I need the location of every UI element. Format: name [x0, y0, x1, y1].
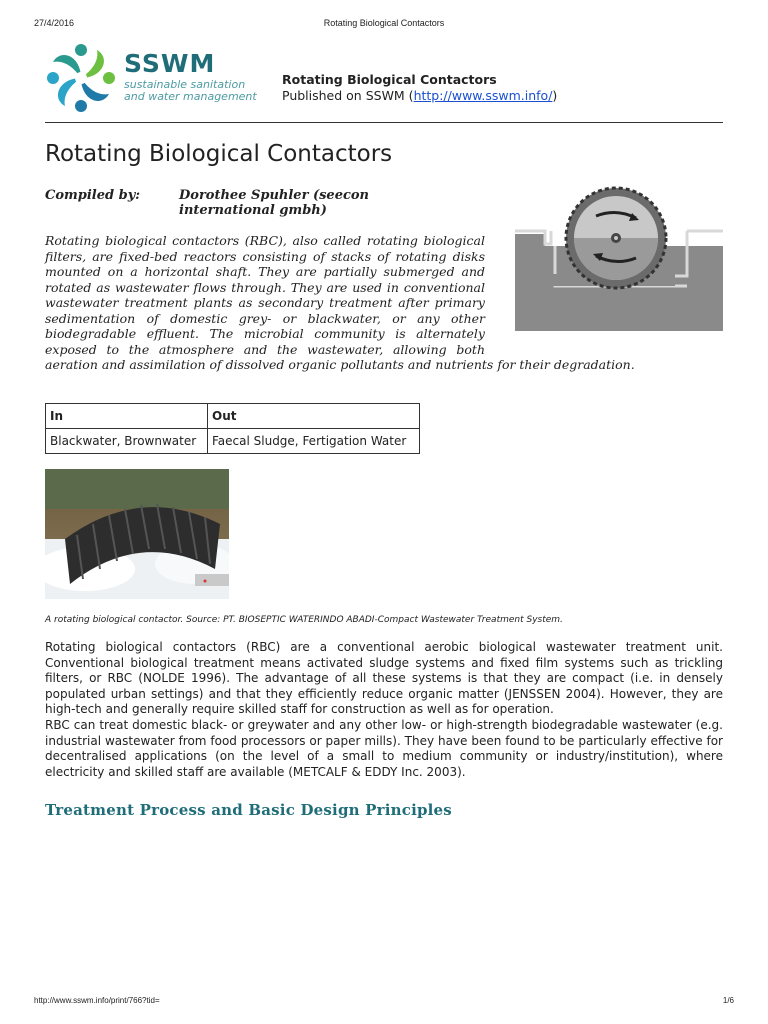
sswm-link[interactable]: http://www.sswm.info/	[413, 88, 553, 103]
logo-tagline-1: sustainable sanitation	[124, 78, 246, 91]
table-row	[46, 429, 420, 454]
print-page-number: 1/6	[722, 996, 734, 1005]
published-prefix: Published on SSWM (	[282, 88, 414, 103]
header-divider	[45, 122, 723, 123]
in-out-table	[45, 403, 420, 454]
page-title: Rotating Biological Contactors	[45, 141, 393, 167]
intro-paragraph	[45, 233, 723, 373]
logo-tagline	[124, 79, 257, 103]
logo-tagline-2: and water management	[124, 90, 257, 103]
table-header-out: Out	[208, 404, 420, 429]
published-line	[282, 88, 557, 103]
intro-text: Rotating biological contactors (RBC), also called rotating biological filters, are fixed-bed reactors consisting of stacks of rotating disks mounted on a horizontal shaft. They are partially submerged and rotated as wastewater flows through. They are used in conventional wastewater treatment plants as secondary treatment after primary sedimentation of domestic grey- or blackwater, or any other biodegradable effluent. The microbial community is alternately exposed to the atmosphere and the wastewater, allowing both aeration and assimilation of dissolved organic pollutants and nutrients for their degradation.	[45, 233, 635, 372]
table-header-in: In	[46, 404, 208, 429]
print-title: Rotating Biological Contactors	[323, 18, 445, 28]
publication-title: Rotating Biological Contactors	[282, 72, 497, 87]
print-date: 27/4/2016	[34, 18, 75, 28]
print-url: http://www.sswm.info/print/766?tid=	[34, 996, 160, 1005]
photo-caption: A rotating biological contactor. Source: PT. BIOSEPTIC WATERINDO ABADI-Compact Wastewater Treatment System.	[45, 615, 563, 625]
published-suffix: )	[552, 88, 558, 103]
compiled-by-label: Compiled by:	[45, 188, 141, 203]
logo-name: SSWM	[124, 49, 216, 78]
section-heading: Treatment Process and Basic Design Principles	[45, 801, 452, 819]
sswm-swirl-logo-icon	[45, 42, 117, 114]
table-header-row	[46, 404, 420, 429]
print-header	[0, 18, 768, 30]
body-paragraph-1: Rotating biological contactors (RBC) are a conventional aerobic biological wastewater treatment unit. Conventional biological treatment means activated sludge systems and fixed film systems such as trickling filters, or RBC (NOLDE 1996). The advantage of all these systems is that they are compact (i.e. in densely populated urban settings) and that they efficiently reduce organic matter (JENSSEN 2004). However, they are high-tech and generally require skilled staff for construction as well as for operation.	[45, 640, 723, 716]
table-cell-in: Blackwater, Brownwater	[46, 429, 208, 454]
rbc-photo-image	[45, 469, 229, 599]
body-paragraph-2: RBC can treat domestic black- or greywater and any other low- or high-strength biodegradable wastewater (e.g. industrial wastewater from food processors or paper mills). They have been found to be particularly effective for decentralised applications (on the level of a small to medium community or industry/institution), where electricity and skilled staff are available (METCALF & EDDY Inc. 2003).	[45, 718, 723, 779]
print-footer	[0, 996, 768, 1008]
table-cell-out: Faecal Sludge, Fertigation Water	[208, 429, 420, 454]
compiled-by-author: Dorothee Spuhler (seecon international gmbh)	[179, 188, 370, 218]
